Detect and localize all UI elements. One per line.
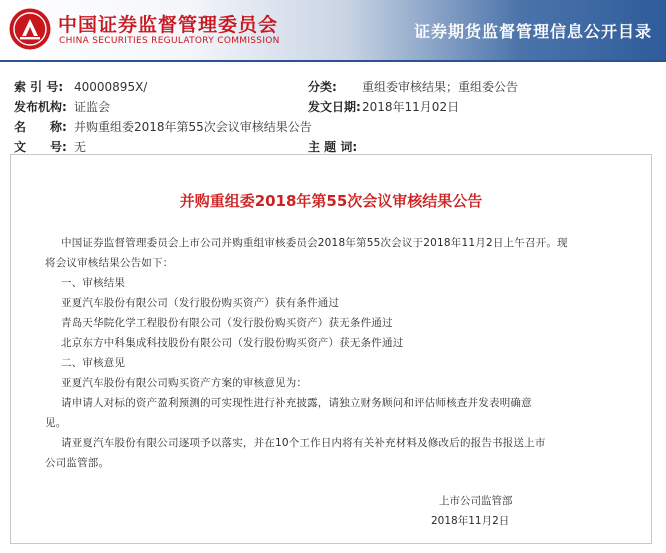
publisher-label: 发布机构:: [14, 100, 67, 114]
date-label: 发文日期:: [308, 100, 361, 114]
body-line: 见。: [45, 417, 67, 429]
signature-org: 上市公司监管部: [439, 495, 513, 507]
subject-label: 主 题 词:: [308, 140, 358, 154]
body-line: 将会议审核结果公告如下：: [45, 257, 174, 269]
date-value: 2018年11月02日: [362, 100, 460, 114]
signature-date: 2018年11月2日: [431, 515, 510, 527]
meta-row-name: [0, 116, 666, 138]
body-line: 青岛天华院化学工程股份有限公司（发行股份购买资产）获无条件通过: [61, 317, 393, 329]
document-title: 并购重组委2018年第55次会议审核结果公告: [179, 192, 483, 210]
body-line: 请亚夏汽车股份有限公司逐项予以落实，并在10个工作日内将有关补充材料及修改后的报告书报送上市: [61, 437, 546, 449]
meta-row-index: [0, 76, 666, 98]
index-value: 40000895X/: [74, 80, 148, 94]
category-value: 重组委审核结果；重组委公告: [362, 80, 519, 94]
org-name-en: CHINA SECURITIES REGULATORY COMMISSION: [59, 36, 280, 46]
body-line: 请申请人对标的资产盈利预测的可实现性进行补充披露，请独立财务顾问和评估师核查并发表明确意: [61, 397, 532, 409]
section-heading: 一、审核结果: [61, 277, 126, 289]
header-banner: [0, 0, 666, 62]
document-body: [10, 154, 652, 544]
section-heading: 二、审核意见: [61, 357, 126, 369]
docno-value: 无: [74, 140, 87, 154]
name-value: 并购重组委2018年第55次会议审核结果公告: [74, 120, 312, 134]
body-line: 北京东方中科集成科技股份有限公司（发行股份购买资产）获无条件通过: [61, 337, 404, 349]
name-label: 名 称:: [14, 120, 67, 134]
index-label: 索 引 号:: [14, 80, 64, 94]
category-label: 分类:: [308, 80, 337, 94]
body-line: 公司监管部。: [45, 457, 110, 469]
body-line: 亚夏汽车股份有限公司购买资产方案的审核意见为：: [61, 377, 308, 389]
csrc-emblem-icon: [8, 7, 52, 51]
org-name-cn: 中国证券监督管理委员会: [58, 14, 279, 36]
body-line: 中国证券监督管理委员会上市公司并购重组审核委员会2018年第55次会议于2018年11月2日上午召开。现: [61, 237, 568, 249]
meta-row-publisher: [0, 96, 666, 118]
catalog-title[interactable]: 证券期货监督管理信息公开目录: [413, 22, 652, 41]
docno-label: 文 号:: [14, 140, 67, 154]
body-line: 亚夏汽车股份有限公司（发行股份购买资产）获有条件通过: [61, 297, 340, 309]
publisher-value: 证监会: [74, 100, 111, 114]
